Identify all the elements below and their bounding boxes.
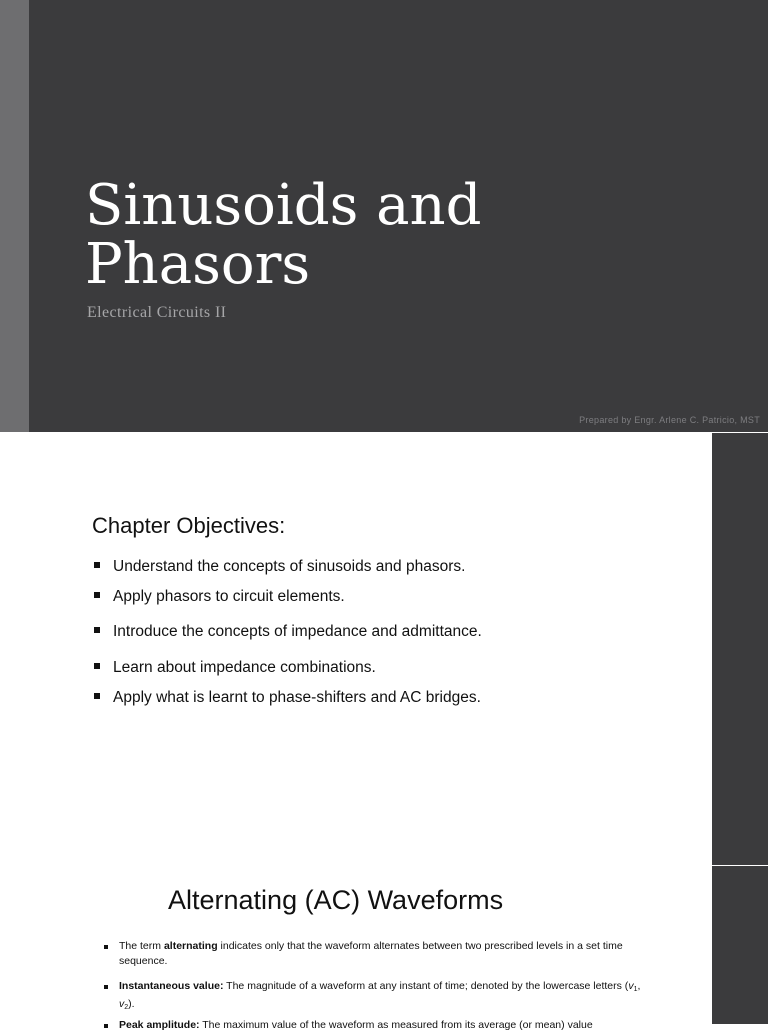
item-text: [119, 979, 644, 1015]
accent-stripe: [0, 0, 29, 432]
square-bullet-icon: [104, 985, 108, 989]
variable: v: [628, 980, 634, 992]
objective-text: Understand the concepts of sinusoids and phasors.: [113, 558, 466, 575]
item-text: [119, 939, 644, 969]
list-item: [94, 659, 376, 677]
author-credit: Prepared by Engr. Arlene C. Patricio, MST: [579, 415, 760, 425]
list-item: [94, 623, 482, 641]
objective-text: Apply what is learnt to phase-shifters and AC bridges.: [113, 689, 481, 706]
text-body: The maximum value of the waveform as measured from its average (or mean) value: [199, 1019, 593, 1031]
term-bold: Peak amplitude:: [119, 1019, 200, 1031]
objective-text: Learn about impedance combinations.: [113, 659, 376, 676]
square-bullet-icon: [94, 693, 100, 699]
objective-text: Introduce the concepts of impedance and admittance.: [113, 623, 482, 640]
term-bold: Instantaneous value:: [119, 980, 224, 992]
square-bullet-icon: [94, 663, 100, 669]
subscript: 1: [633, 986, 638, 993]
square-bullet-icon: [94, 627, 100, 633]
square-bullet-icon: [104, 945, 108, 949]
text-body: The magnitude of a waveform at any instant of time; denoted by the lowercase letters (: [223, 980, 629, 992]
objectives-slide: [0, 433, 768, 865]
square-bullet-icon: [94, 562, 100, 568]
ac-waveforms-slide: [0, 866, 768, 1031]
text-body: indicates only that the waveform alternates between two prescribed levels in a set time sequence.: [119, 940, 623, 967]
item-text: [119, 1018, 644, 1033]
list-item: [94, 689, 481, 707]
term-bold: alternating: [163, 940, 218, 952]
side-bar: [712, 866, 768, 1024]
list-item: [104, 979, 644, 1015]
separator: ,: [637, 980, 641, 992]
square-bullet-icon: [94, 592, 100, 598]
slide-subtitle: Electrical Circuits II: [87, 304, 227, 321]
title-slide: [0, 0, 768, 432]
text-end: ).: [128, 998, 135, 1010]
list-item: [94, 588, 345, 606]
slide-title: Sinusoids and Phasors: [85, 173, 482, 297]
list-item: [104, 1018, 644, 1033]
list-item: [104, 939, 644, 969]
subscript: 2: [124, 1004, 129, 1011]
side-bar: [712, 433, 768, 865]
objectives-heading: Chapter Objectives:: [92, 513, 286, 538]
list-item: [94, 558, 465, 576]
variable: v: [119, 998, 125, 1010]
text-prefix: The term: [119, 940, 164, 952]
ac-heading: Alternating (AC) Waveforms: [168, 885, 504, 915]
objective-text: Apply phasors to circuit elements.: [113, 588, 345, 605]
square-bullet-icon: [104, 1024, 108, 1028]
